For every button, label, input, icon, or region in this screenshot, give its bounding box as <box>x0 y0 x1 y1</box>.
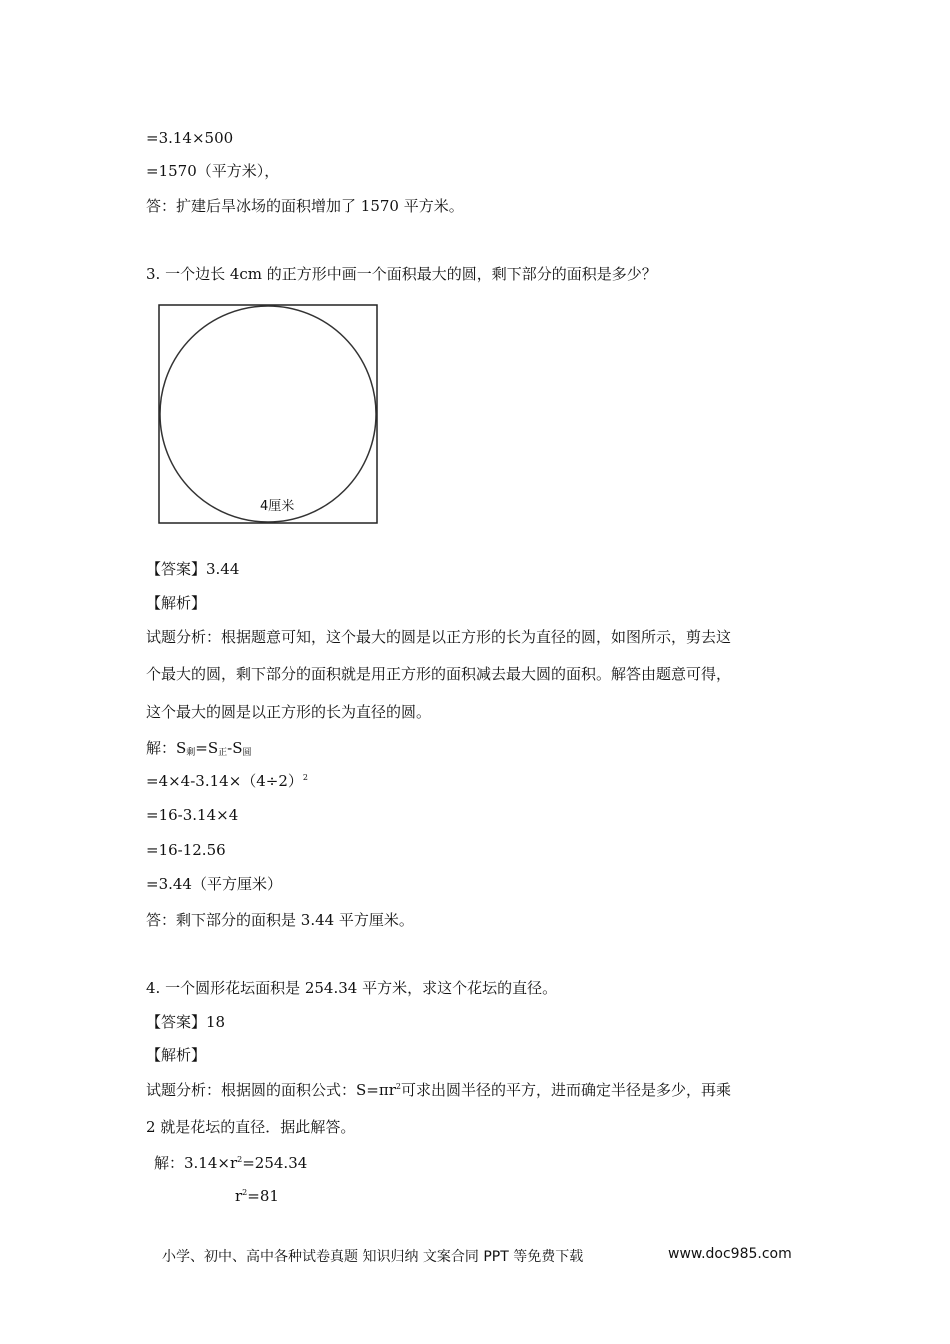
answer-text: 答：扩建后旱冰场的面积增加了 1570 平方米。 <box>146 197 464 215</box>
figure-label: 4厘米 <box>260 499 295 514</box>
calc-step: $r^2=81$ <box>235 1187 279 1205</box>
analysis-text: 试题分析：根据圆的面积公式：$S=\pi r^2$可求出圆半径的平方，进而确定半径是多少，再乘 <box>146 1081 731 1099</box>
analysis-text: 2 就是花坛的直径．据此解答。 <box>146 1118 356 1136</box>
analysis-heading: 【解析】 <box>146 594 207 612</box>
analysis-text: 个最大的圆，剩下部分的面积就是用正方形的面积减去最大圆的面积。解答由题意可得， <box>146 665 732 683</box>
footer-link[interactable]: www.doc985.com <box>668 1246 792 1262</box>
answer-line: 【答案】18 <box>146 1013 226 1031</box>
analysis-text: 这个最大的圆是以正方形的长为直径的圆。 <box>146 703 432 721</box>
calc-step: =16-3.14×4 <box>146 806 239 824</box>
answer-line: 【答案】3.44 <box>146 560 240 578</box>
square-circle-diagram <box>157 303 379 525</box>
analysis-heading: 【解析】 <box>146 1046 207 1064</box>
square-circle-figure <box>157 303 379 525</box>
calc-step: =3.14×500 <box>146 129 234 147</box>
answer-text: 答：剩下部分的面积是 3.44 平方厘米。 <box>146 911 414 929</box>
question-3: 3. 一个边长 4cm 的正方形中画一个面积最大的圆，剩下部分的面积是多少？ <box>146 265 657 283</box>
circle-shape <box>160 306 376 522</box>
page-footer <box>0 1244 950 1268</box>
analysis-text: 试题分析：根据题意可知，这个最大的圆是以正方形的长为直径的圆，如图所示，剪去这 <box>146 628 732 646</box>
footer-text: 小学、初中、高中各种试卷真题 知识归纳 文案合同 PPT 等免费下载 <box>162 1249 584 1265</box>
calc-step: =1570（平方米）， <box>146 162 280 180</box>
calc-step: =3.44（平方厘米） <box>146 875 282 893</box>
solution-formula: 解：$S_剩=S_正-S_圆$ <box>146 739 252 758</box>
calc-step: $=4\times 4-3.14\times(4\div 2)^2$ <box>146 772 309 790</box>
solution-equation: 解：$3.14\times r^2=254.34$ <box>154 1154 308 1172</box>
question-4: 4. 一个圆形花坛面积是 254.34 平方米，求这个花坛的直径。 <box>146 979 558 997</box>
calc-step: =16-12.56 <box>146 841 226 859</box>
